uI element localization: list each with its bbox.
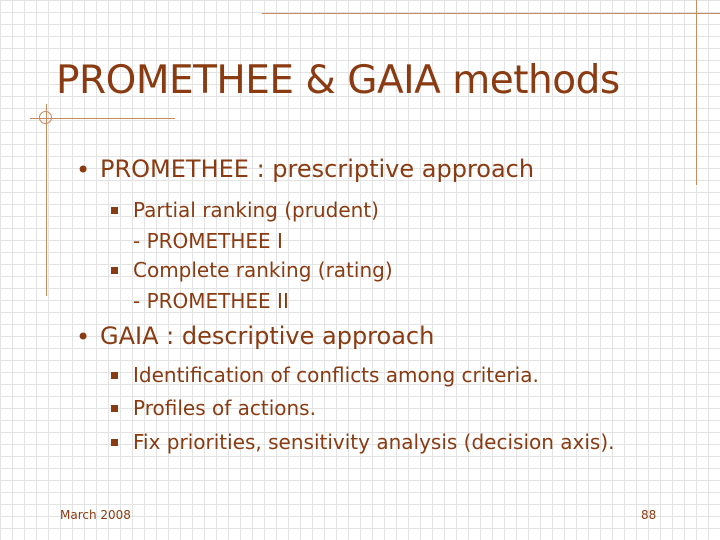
crosshair-icon [39,111,52,124]
list-item-line1: Fix priorities, sensitivity analysis (decision axis). [133,430,615,454]
decorative-top-line [262,13,720,14]
list-item [133,360,539,391]
list-item-line1: Complete ranking (rating) [133,258,393,282]
decorative-right-line [696,0,697,185]
list-item-line2: - PROMETHEE II [133,289,289,313]
list-item-line1: Partial ranking (prudent) [133,198,379,222]
square-bullet-icon [111,372,118,379]
square-bullet-icon [111,405,118,412]
list-item [133,393,316,424]
bullet-dot-icon: • [76,156,91,184]
section-heading-promethee [76,155,535,184]
square-bullet-icon [111,207,118,214]
list-item [133,195,379,257]
list-item-line1: Identification of conflicts among criteria. [133,363,539,387]
list-item [133,255,393,317]
section-heading-text: GAIA : descriptive approach [100,322,435,350]
square-bullet-icon [111,267,118,274]
list-item-line1: Profiles of actions. [133,396,316,420]
decorative-left-line [46,104,47,296]
list-item-line2: - PROMETHEE I [133,229,283,253]
bullet-dot-icon: • [76,323,91,351]
square-bullet-icon [111,439,118,446]
list-item [133,427,615,458]
footer-date: March 2008 [60,508,131,522]
section-heading-text: PROMETHEE : prescriptive approach [100,155,535,183]
page-number: 88 [641,508,657,522]
slide-title: PROMETHEE & GAIA methods [56,58,620,103]
section-heading-gaia [76,322,435,351]
